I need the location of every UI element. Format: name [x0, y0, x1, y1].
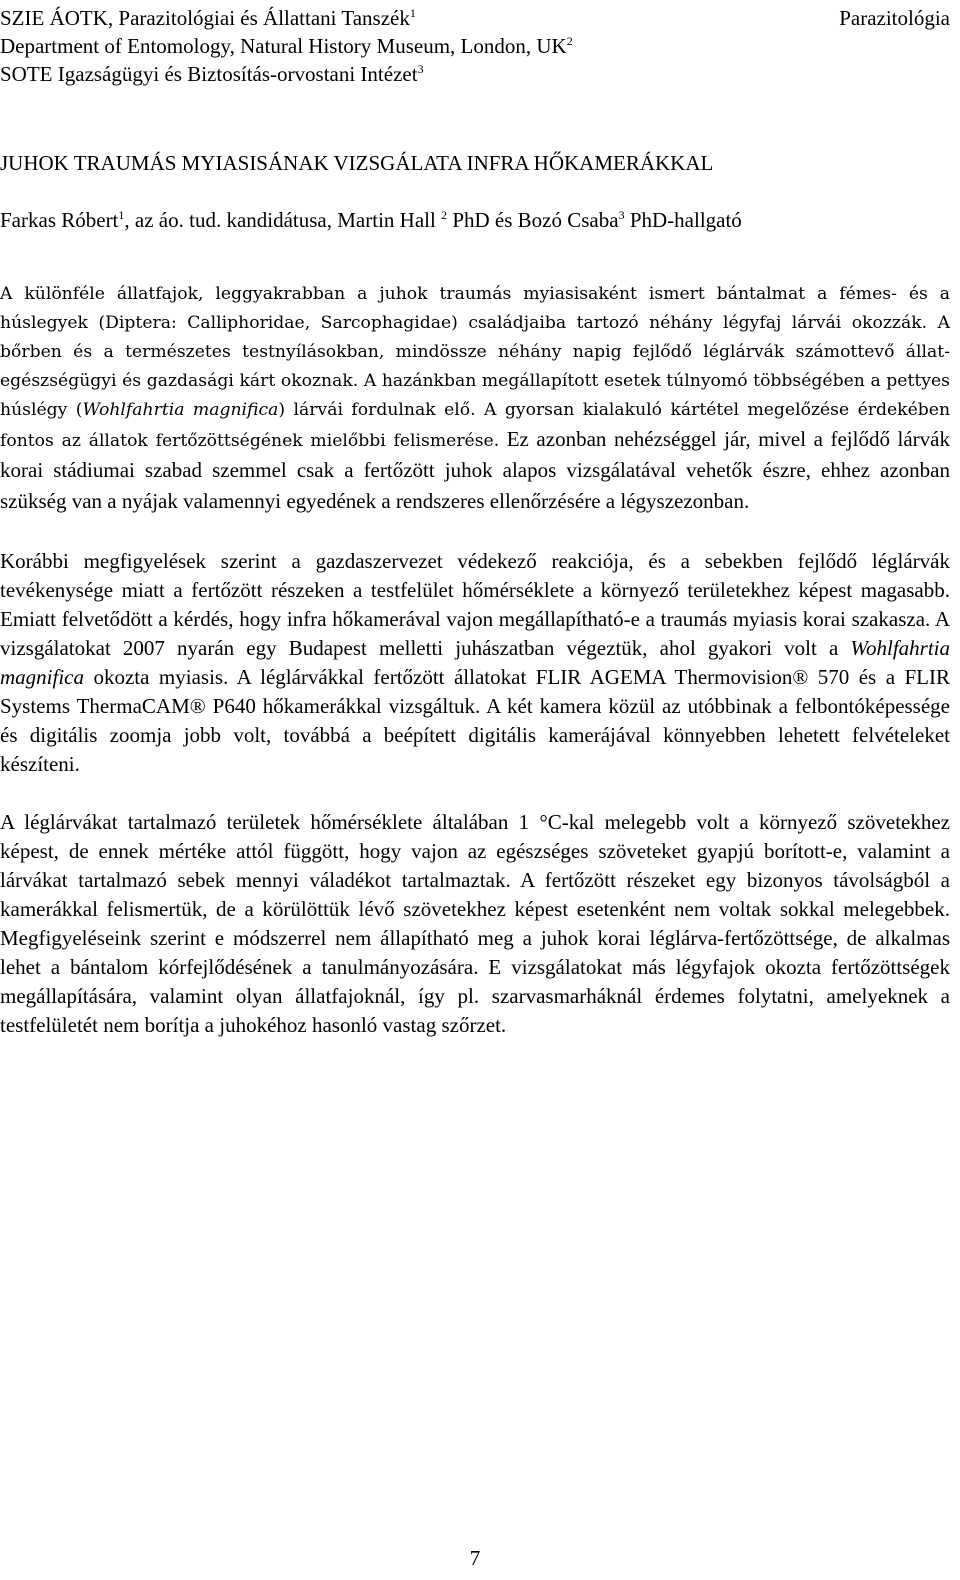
paragraph-3: A léglárvákat tartalmazó területek hőmérséklete általában 1 °C-kal melegebb volt a környező szövetekhez képest, de ennek mértéke attól függött, hogy vajon az egészséges szöveteket gyapjú borított-e, valamint a lárvákat tartalmazó sebek mennyi váladékot tartalmaztak. A fertőzött részeket egy bizonyos távolságból a kamerákkal felismertük, de a körülöttük lévő szövetekhez képest esetenként nem voltak sokkal melegebbek. Megfigyeléseink szerint e módszerrel nem állapítható meg a juhok korai léglárva-fertőzöttsége, de alkalmas lehet a bántalom kórfejlődésének a tanulmányozására. E vizsgálatokat más légyfajok okozta fertőzöttségek megállapítására, valamint olyan állatfajoknál, így pl. szarvasmarháknál érdemes folytatni, amelyeknek a testfelületét nem borítja a juhokéhoz hasonló vastag szőrzet. [0, 810, 950, 1037]
affiliation-2: Department of Entomology, Natural History Museum, London, $UK^2$ [0, 34, 573, 58]
article-title: JUHOK TRAUMÁS MYIASISÁNAK VIZSGÁLATA INFRA HŐKAMERÁKKAL [0, 151, 714, 175]
section-label: Parazitológia [839, 6, 950, 30]
paragraph-2: Korábbi megfigyelések szerint a gazdaszervezet védekező reakciója, és a sebekben fejlődő léglárvák tevékenysége miatt a fertőzött részeken a testfelület hőmérséklete a környező területekhez képest magasabb. Emiatt felvetődött a kérdés, hogy infra hőkamerával vajon megállapítható-e a traumás myiasis korai szakasza. A vizsgálatokat 2007 nyarán egy Budapest melletti juhászatban végeztük, ahol gyakori volt a Wohlfahrtia magnifica okozta myiasis. A léglárvákkal fertőzött állatokat FLIR AGEMA Thermovision® 570 és a FLIR Systems ThermaCAM® P640 hőkamerákkal vizsgáltuk. A két kamera közül az utóbbinak a felbontóképessége és digitális zoomja jobb volt, továbbá a beépített digitális kamerájával könnyebben lehetett felvételeket készíteni. [0, 549, 950, 776]
species-name: Wohlfahrtia magnifica [82, 400, 279, 420]
affiliation-3: SOTE Igazságügyi és Biztosítás-orvostani Intézet$^3$ [0, 62, 424, 86]
page-number: 7 [469, 1546, 481, 1570]
page-header [0, 4, 950, 88]
article-body [0, 280, 950, 1040]
species-name: Wohlfahrtia magnifica [0, 636, 950, 689]
affiliation-1: SZIE ÁOTK, Parazitológiai és Állattani Tanszék$^1$ [0, 6, 416, 30]
author-line: Farkas Róbert$^1$, az áo. tud. kandidátusa, Martin Hall $^2$ PhD és Bozó Csaba$^3$ PhD-hallgató [0, 208, 742, 232]
paragraph-1: A különféle állatfajok, leggyakrabban a juhok traumás myiasisaként ismert bántalmat a fémes- és a húslegyek (Diptera: Calliphoridae, Sarcophagidae) családjaiba tartozó néhány légyfaj lárvái okozzák. A bőrben és a természetes testnyílásokban, mindössze néhány napig fejlődő léglárvák számottevő állat-egészségügyi és gazdasági kárt okoznak. A hazánkban megállapított esetek túlnyomó többségében a pettyes húslégy (Wohlfahrtia magnifica) lárvái fordulnak elő. A gyorsan kialakuló kártétel megelőzése érdekében fontos az állatok fertőzöttségének mielőbbi felismerése. Ez azonban nehézséggel jár, mivel a fejlődő lárvák korai stádiumai szabad szemmel csak a fertőzött juhok alapos vizsgálatával vehetők észre, ehhez azonban szükség van a nyájak valamennyi egyedének a rendszeres ellenőrzésére a légyszezonban. [0, 284, 951, 513]
